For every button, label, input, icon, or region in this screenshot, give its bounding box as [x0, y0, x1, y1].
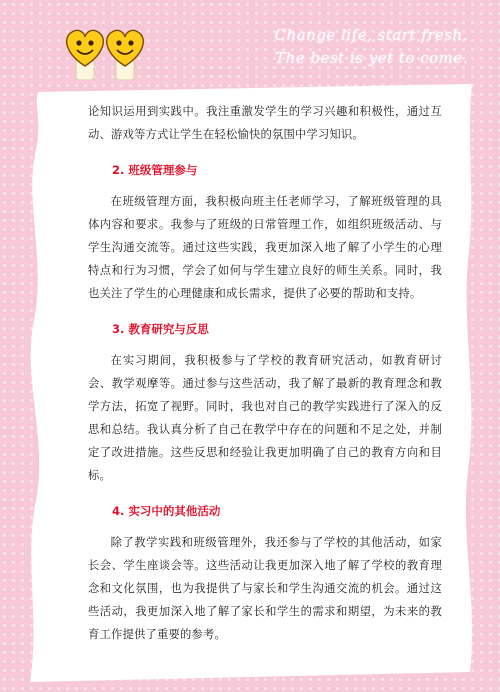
intro-paragraph: 论知识运用到实践中。我注重激发学生的学习兴趣和积极性，通过互动、游戏等方式让学生在轻松愉快的氛围中学习知识。: [88, 105, 442, 141]
heart-face-icon: [107, 30, 144, 80]
section-heading-other-activities: 4. 实习中的其他活动: [112, 504, 221, 518]
heart-face-icon: [67, 30, 104, 80]
banner-line-2: The best is yet to come.: [275, 49, 468, 67]
banner: [275, 24, 468, 70]
document-body: [88, 100, 442, 646]
heart-decoration: [62, 24, 148, 80]
section-heading-education-research: 3. 教育研究与反思: [112, 322, 209, 336]
section-paragraph-class-management: 在班级管理方面，我积极向班主任老师学习，了解班级管理的具体内容和要求。我参与了班级的日常管理工作，如组织班级活动、与学生沟通交流等。通过这些实践，我更加深入地了解了小学生的心理特点和行为习惯，学会了如何与学生建立良好的师生关系。同时，我也关注了学生的心理健康和成长需求，提供了必要的帮助和支持。: [88, 195, 442, 300]
section-paragraph-education-research: 在实习期间，我积极参与了学校的教育研究活动，如教育研讨会、教学观摩等。通过参与这些活动，我了解了最新的教育理念和教学方法，拓宽了视野。同时，我也对自己的教学实践进行了深入的反思和总结。我认真分析了自己在教学中存在的问题和不足之处，并制定了改进措施。这些反思和经验让我更加明确了自己的教育方向和目标。: [88, 354, 442, 482]
section-paragraph-other-activities: 除了教学实践和班级管理外，我还参与了学校的其他活动，如家长会、学生座谈会等。这些活动让我更加深入地了解了学校的教育理念和文化氛围，也为我提供了与家长和学生沟通交流的机会。通过这些活动，我更加深入地了解了家长和学生的需求和期望，为未来的教育工作提供了重要的参考。: [88, 536, 442, 641]
banner-line-1: Change life, start fresh.: [274, 26, 468, 44]
section-heading-class-management: 2. 班级管理参与: [112, 163, 198, 177]
